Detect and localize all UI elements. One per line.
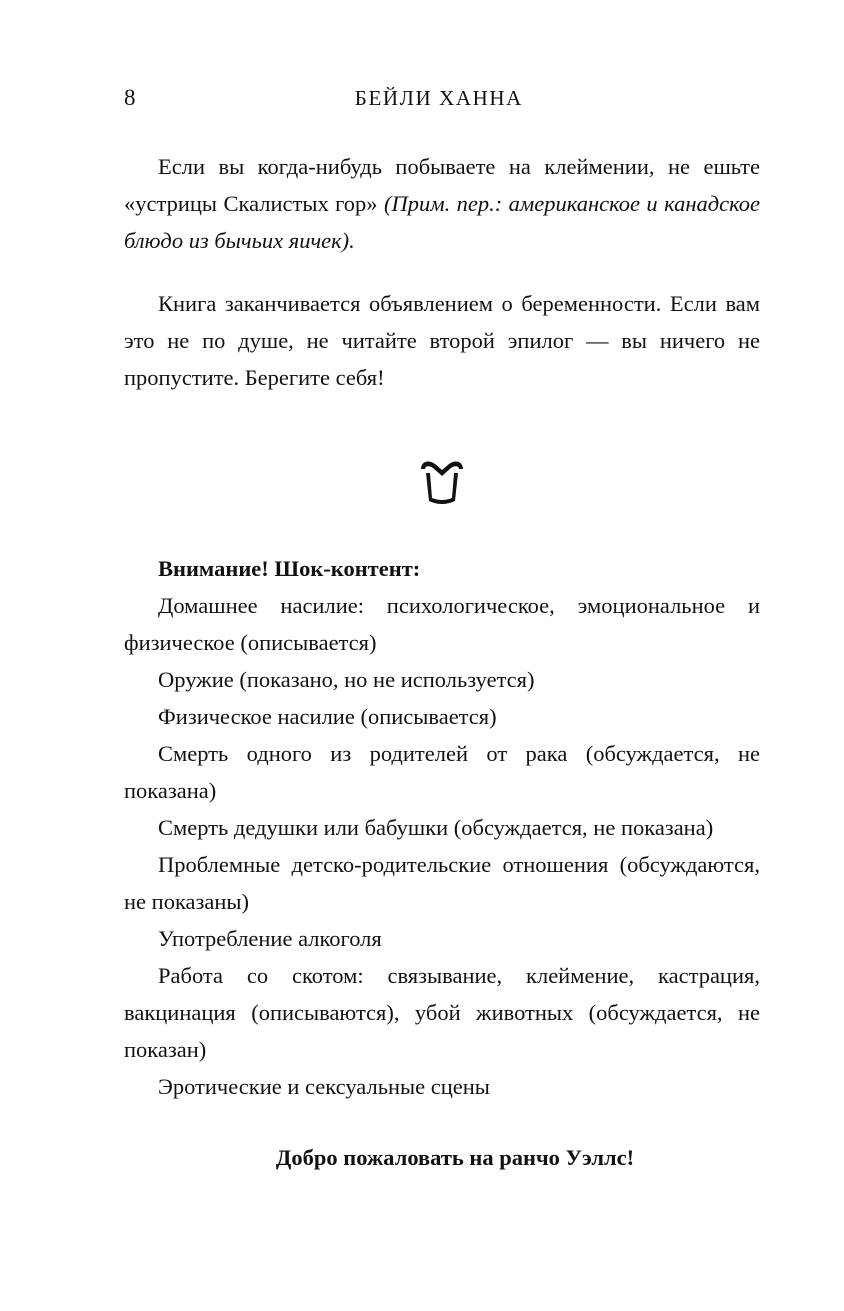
list-item: Физическое насилие (описывается) xyxy=(158,704,497,729)
running-head xyxy=(124,86,760,120)
warning-list xyxy=(124,587,760,1105)
list-item: Проблемные детско-родительские отношения (обсуждаются, не показаны) xyxy=(124,852,760,914)
list-item: Работа со скотом: связывание, клеймение, кастрация, вакцинация (описываются), убой животных (обсуждается, не показан) xyxy=(124,963,760,1062)
paragraph-text: Если вы когда-нибудь побываете на клеймении, не ешьте «устрицы Скалистых гор» xyxy=(124,154,760,216)
page-number: 8 xyxy=(124,85,136,110)
list-item: Домашнее насилие: психологическое, эмоциональное и физическое (описывается) xyxy=(124,593,760,655)
list-item: Употребление алкоголя xyxy=(158,926,382,951)
paragraph-epilogue-note: Книга заканчивается объявлением о беременности. Если вам это не по душе, не читайте второй эпилог — вы ничего не пропустите. Берегите себя! xyxy=(124,291,760,390)
paragraph-warning-oysters xyxy=(124,148,760,259)
translator-note: (Прим. пер.: американское и канадское блюдо из бычьих яичек). xyxy=(124,191,760,253)
list-item: Смерть дедушки или бабушки (обсуждается, не показана) xyxy=(158,815,714,840)
list-item: Эротические и сексуальные сцены xyxy=(158,1074,490,1099)
warning-heading: Внимание! Шок-контент: xyxy=(158,556,421,581)
crown-ornament-icon xyxy=(124,454,760,510)
closing-line: Добро пожаловать на ранчо Уэллс! xyxy=(275,1145,635,1170)
running-head-title: БЕЙЛИ ХАННА xyxy=(354,86,523,110)
page-content xyxy=(124,86,760,1176)
list-item: Оружие (показано, но не используется) xyxy=(158,667,535,692)
list-item: Смерть одного из родителей от рака (обсуждается, не показана) xyxy=(124,741,760,803)
